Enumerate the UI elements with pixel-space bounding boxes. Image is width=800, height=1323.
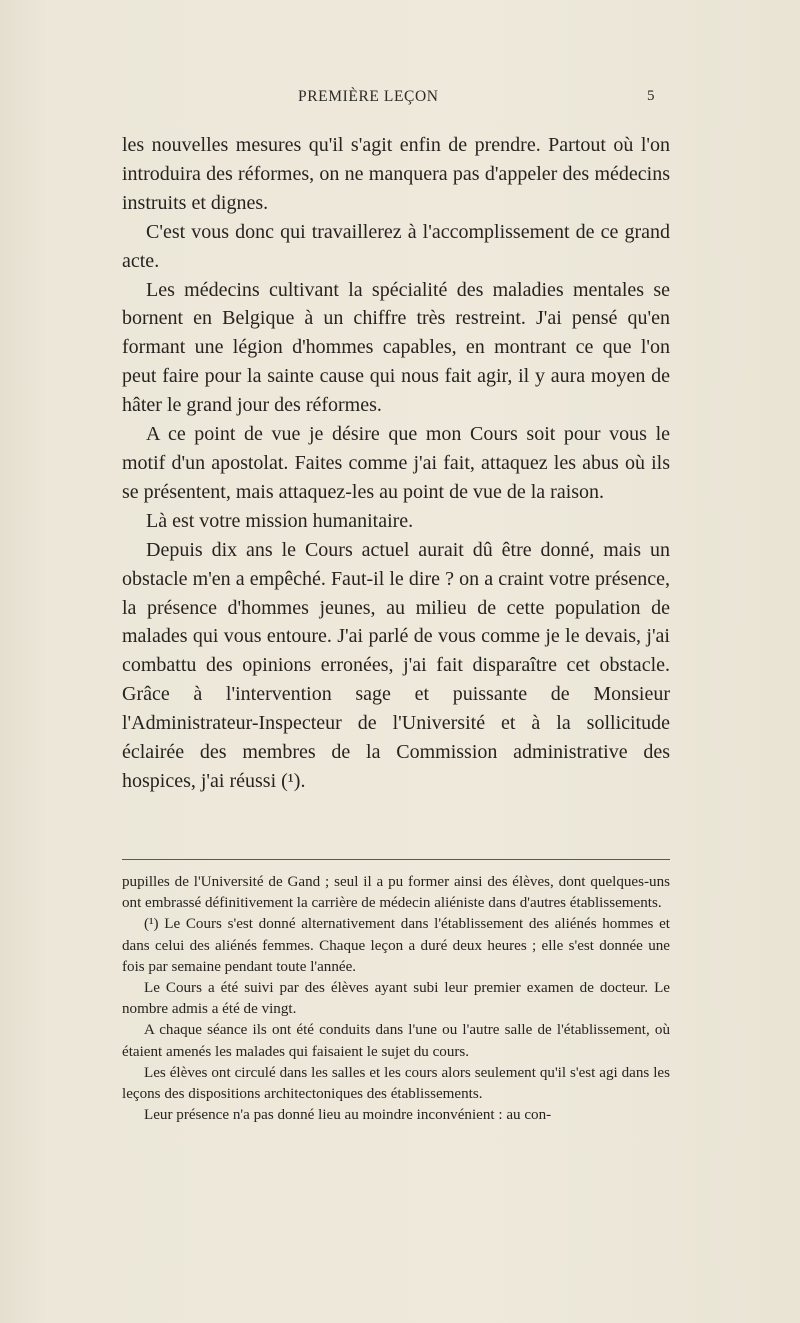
paragraph: C'est vous donc qui travaillerez à l'accomplissement de ce grand acte. [122, 220, 670, 272]
footnotes [122, 872, 670, 1126]
paragraph: A ce point de vue je désire que mon Cours soit pour vous le motif d'un apostolat. Faites comme j'ai fait, attaquez les abus où ils se présentent, mais attaquez-les au point de vue de la raison. [122, 423, 670, 503]
footnote-paragraph: pupilles de l'Université de Gand ; seul il a pu former ainsi des élèves, dont quelques-uns ont embrassé définitivement la carrière de médecin aliéniste dans d'autres établissements. [122, 874, 670, 912]
paragraph: Là est votre mission humanitaire. [146, 509, 414, 532]
footnote-paragraph: (¹) Le Cours s'est donné alternativement dans l'établissement des aliénés hommes et dans celui des aliénés femmes. Chaque leçon a duré deux heures ; elle s'est donnée une fois par semaine pendant toute l'année. [122, 916, 670, 975]
paragraph: les nouvelles mesures qu'il s'agit enfin de prendre. Partout où l'on introduira des réformes, on ne manquera pas d'appeler des médecins instruits et dignes. [122, 134, 670, 214]
paragraph: Les médecins cultivant la spécialité des maladies mentales se bornent en Belgique à un chiffre très restreint. J'ai pensé qu'en formant une légion d'hommes capables, en montrant ce que l'on peut faire pour la sainte cause qui nous fait agir, il y aura moyen de hâter le grand jour des réformes. [122, 278, 670, 417]
footnote-paragraph: A chaque séance ils ont été conduits dans l'une ou l'autre salle de l'établissement, où étaient amenés les malades qui faisaient le sujet du cours. [122, 1022, 670, 1060]
running-title: PREMIÈRE LEÇON [298, 88, 439, 105]
page-number: 5 [647, 88, 655, 104]
footnote-paragraph: Les élèves ont circulé dans les salles et les cours alors seulement qu'il s'est agi dans les leçons des dispositions architectoniques des établissements. [122, 1064, 670, 1103]
footnote-paragraph: Le Cours a été suivi par des élèves ayant subi leur premier examen de docteur. Le nombre admis a été de vingt. [122, 980, 670, 1018]
main-text [122, 131, 670, 796]
footnote-paragraph: Leur présence n'a pas donné lieu au moindre inconvénient : au con- [144, 1107, 552, 1124]
paragraph: Depuis dix ans le Cours actuel aurait dû être donné, mais un obstacle m'en a empêché. Faut-il le dire ? on a craint votre présence, la présence d'hommes jeunes, au milieu de cette population de malades qui vous entoure. J'ai parlé de vous comme je le devais, j'ai combattu des opinions erronées, j'ai fait disparaître cet obstacle. Grâce à l'intervention sage et puissante de Monsieur l'Administrateur-Inspecteur de l'Université et à la sollicitude éclairée des membres de la Commission administrative des hospices, j'ai réussi (¹). [122, 538, 670, 792]
footnote-divider [122, 859, 670, 860]
running-head [0, 88, 800, 112]
